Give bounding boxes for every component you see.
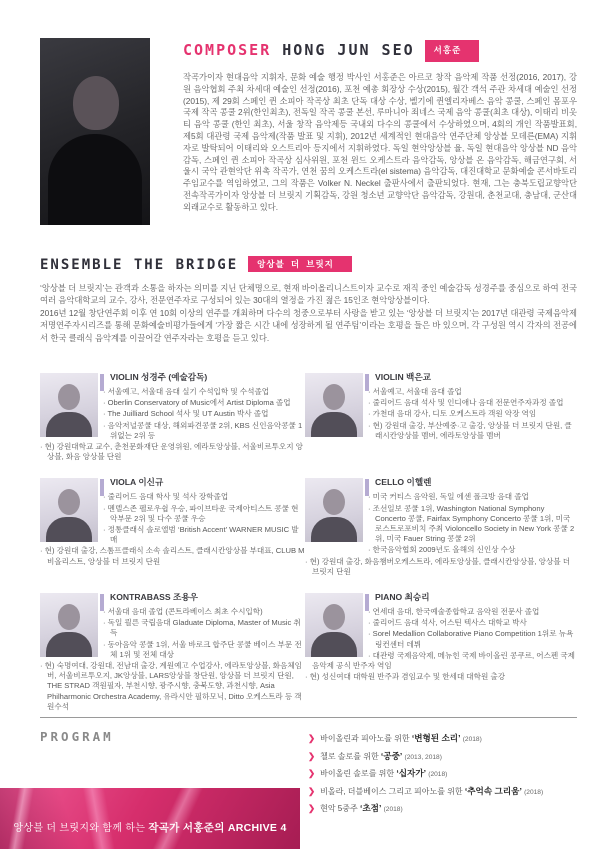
program-item xyxy=(308,786,600,798)
member-bullet: · 줄리어드 음대 학사 및 석사 장학졸업 xyxy=(40,492,305,502)
program-item-text: 바이올린 솔로를 위한 xyxy=(320,769,395,778)
banner-caption-bold: 작곡가 서홍준의 ARCHIVE 4 xyxy=(148,822,287,834)
program-item-text: 현악 5중주 xyxy=(320,804,358,813)
member-photo-silhouette-body xyxy=(311,632,357,657)
member-accent-bar xyxy=(365,479,369,496)
arrow-right-icon: ❯ xyxy=(308,768,316,778)
member-name-text: 최승리 xyxy=(404,591,430,602)
program-item xyxy=(308,768,600,780)
arrow-right-icon: ❯ xyxy=(308,785,316,796)
member-bullet: · 연세대 음대, 한국예술종합학교 음악원 전문사 졸업 xyxy=(305,607,577,617)
composer-photo-silhouette xyxy=(73,76,119,130)
program-item xyxy=(308,803,600,815)
member-bullet: · 정통클래식 솔로앨범 ‘British Accent’ WARNER MUSIC 발매 xyxy=(40,525,305,545)
ensemble-intro-2: 2016년 12월 창단연주회 이후 연 10회 이상의 연주를 개최하며 다수의 청중으로부터 사랑을 받고 있는 ‘앙상블 더 브릿지’는 2017년 대관령 국제음악제 저명연주자시리즈를 통해 문화예술비평가들에게 ‘가장 짧은 시간 내에 성장하게 될 연주팀’이라는 호평을 들은 바 있으며, 각 구성원 역시 각자의 전공에서 한국 클래식 음악계를 이끌어갈 연주자라는 호평을 듣고 있다. xyxy=(40,307,577,343)
member-bullet: · 줄리어드 음대 석사, 어스틴 텍사스 대학교 박사 xyxy=(305,618,577,628)
member-card-kontrabass xyxy=(40,591,305,713)
member-accent-bar xyxy=(365,594,369,611)
arrow-right-icon: ❯ xyxy=(308,733,316,743)
member-part: VIOLIN xyxy=(375,372,404,382)
program-item-year: (2018) xyxy=(428,771,448,778)
member-bullet: · 서울예고, 서울대 음대 실기 수석입학 및 수석졸업 xyxy=(40,387,305,397)
member-card-viola xyxy=(40,476,305,567)
member-bullet: · Oberlin Conservatory of Music에서 Artist Diploma 졸업 xyxy=(40,398,305,408)
member-photo-silhouette xyxy=(323,384,345,410)
program-item-title: ‘추억속 그리움’ xyxy=(464,785,522,796)
program-list xyxy=(308,733,600,821)
member-photo-silhouette xyxy=(58,384,80,410)
program-item-text: 비올라, 더블베이스 그리고 피아노를 위한 xyxy=(320,786,463,796)
member-accent-bar xyxy=(100,479,104,496)
member-photo-silhouette xyxy=(58,489,80,515)
member-bullet: · 서울예고, 서울대 음대 졸업 xyxy=(305,387,577,397)
composer-name-badge: 서홍준 xyxy=(425,40,480,62)
member-name-text: 이신규 xyxy=(138,477,164,488)
member-photo-silhouette-body xyxy=(46,632,92,657)
member-card-cello xyxy=(305,476,577,578)
section-divider xyxy=(40,717,577,718)
member-bullet: · 음악저널콩쿨 대상, 해외파견콩쿨 2위, KBS 신인음악콩쿨 1위없는 2위 등 xyxy=(40,421,305,441)
member-name-text: 백은교 xyxy=(406,372,431,382)
program-item-year: (2018) xyxy=(524,788,544,796)
ensemble-heading xyxy=(40,256,577,273)
program-item-title: ‘십자가’ xyxy=(396,768,427,778)
member-bullet: · 현) 강원대학교 교수, 춘천문화재단 운영위원, 에라토앙상블, 서울비르투오지 앙상블, 화음 앙상블 단원 xyxy=(40,442,305,462)
member-bullet: · 독일 쾰른 국립음대 Gladuate Diploma, Master of Music 취득 xyxy=(40,618,305,638)
member-bullet: · 현) 강원대 출강, 스톰프클래식 소속 솔리스트, 클래시칸앙상블 부대표, CLUB M 비올리스트, 앙상블 더 브릿지 단원 xyxy=(40,546,305,566)
member-photo-silhouette xyxy=(323,604,345,630)
member-bullet: · 현) 강원대 출강, 부산예중·고 출강, 앙상블 더 브릿지 단원, 클래시칸앙상블 멤버, 에라토앙상블 멤버 xyxy=(305,421,577,441)
program-item-title: ‘공중’ xyxy=(380,750,403,761)
member-bullet: · 멘델스존 펠로우쉽 우승, 파이브타운 국제아티스트 콩쿨 현악부문 2위 및 다수 콩쿨 우승 xyxy=(40,504,305,524)
member-name-text: 성경주 (예술감독) xyxy=(141,372,208,382)
member-photo-silhouette xyxy=(323,489,345,515)
ensemble-intro-1: ‘앙상블 더 브릿지’는 관객과 소통을 하자는 의미를 지닌 단체명으로, 현재 바이올리니스트이자 교수로 재직 중인 예술감독 성경주를 중심으로 하여 전국 여러 음악대학교의 교수, 강사, 전문연주자로 구성되어 있는 30대의 열정을 가진 젊은 15인조 현악앙상블이다. xyxy=(40,283,577,306)
member-bullet: · 동아음악 콩쿨 1위, 서울 바로크 합주단 콩쿨 베이스 부문 전체 1위 및 전체 대상 xyxy=(40,640,305,660)
member-part: PIANO xyxy=(375,591,403,602)
member-photo xyxy=(305,593,363,657)
program-item-year: (2018) xyxy=(383,806,403,813)
members-grid xyxy=(40,371,577,715)
concert-banner-image xyxy=(0,788,300,849)
arrow-right-icon: ❯ xyxy=(308,803,316,813)
banner-caption xyxy=(0,819,300,835)
member-name-text: 조용우 xyxy=(173,591,198,602)
composer-body xyxy=(183,38,577,225)
member-bullet: · 현) 강원대 출강, 화음챔버오케스트라, 에라토앙상블, 클래시칸앙상블, 앙상블 더 브릿지 단원 xyxy=(305,557,577,577)
member-part: VIOLA xyxy=(110,477,136,488)
member-card-piano xyxy=(305,591,577,683)
program-item-text: 첼로 솔로를 위한 xyxy=(320,751,379,761)
member-bullet: · 줄리어드 음대 석사 및 인디애나 음대 전문연주자과정 졸업 xyxy=(305,398,577,408)
member-photo xyxy=(40,593,98,657)
member-part: VIOLIN xyxy=(110,372,139,382)
program-item-year: (2018) xyxy=(462,736,482,743)
member-name-text: 이헬렌 xyxy=(406,477,432,488)
member-photo-silhouette xyxy=(58,604,80,630)
composer-section xyxy=(40,38,577,225)
composer-heading-name: HONG JUN SEO xyxy=(282,41,415,59)
composer-bio: 작곡가이자 현대음악 지휘자, 문화 예술 행정 박사인 서홍준은 아르코 창작 음악제 작품 선정(2016, 2017), 강원 음악협회 주최 차세대 예술인 선정(2016), 포천 예총 회장상 수상(2015), 월간 객석 주관 차세대 예술인 선정(2015), 제 29회 스페인 퀸 소피아 작곡상 최초 단독 대상 수상, 벨기에 퀸엘리자베스 음악 콩쿨, 스페인 몸포우 국제 작곡 콩쿨 2위(한인최초), 전독일 작곡 콩쿨 본선, 루마니아 죄네스 국제 음악 콩쿨(최초 대상), 이태리 비옷티 음악 콩쿨 (한인 최초), 서울 창작 음악제등 국내외 다수의 콩쿨에서 수상하였으며, 4회의 개인 작품발표회, 제5회 대관령 국제 음악제(작품 발표 및 지휘), 2012년 세계적인 현대음악 연주단체 앙상블 모데른(EMA) 지휘자로 발탁되어 이태리와 오스트리아 등지에서 지휘하였다. 독일 현악앙상블 율, 독일 현대음악 앙상블 ND 음악감독, 스페인 퀸 소피아 작곡상 심사위원, 포천 윈드 오케스트라 음악감독, 앙상블 온 음악감독, 해금연구회, 서울시 국악 관현악단 위촉 작곡가, 연천 꿈의 오케스트라(el sistema) 음악감독, 대진대학교 문화예술 콘서바토리 주임교수를 역임하였고, 그의 작품은 Volker N. Neckel 출판사에서 출판되었다. 현재, 그는 충북도립교향악단 전속작곡가이자 앙상블 더 브릿지 기획감독, 강원 청소년 교향악단 음악감독, 강원대, 춘천교대, 충남대, 군산대 외래교수로 활동하고 있다. xyxy=(183,72,577,212)
member-part: CELLO xyxy=(375,477,405,488)
member-bullet: · 현) 숙명여대, 강원대, 전남대 출강, 계원예고 수업강사, 에라토앙상블, 화음체임버, 서울비르투오지, JK앙상블, LARS앙상블 창단원, 앙상블 더 브릿지 단원, THE STRAD 객원필자, 부천시향, 광주시향, 충북도향, 과천시향, Asia Philharmonic Orchestra Academy, 유라시안 필하모닉, Ditto 오케스트라 등 객원수석 xyxy=(40,661,305,712)
member-bullet: · 대관령 국제음악제, 메뉴힌 국제 바이올린 콩쿠르, 어스펜 국제음악제 공식 반주자 역임 xyxy=(305,651,577,671)
member-bullet: · 가천대 음대 강사, 디토 오케스트라 객원 악장 역임 xyxy=(305,409,577,419)
member-photo xyxy=(40,373,98,437)
ensemble-badge: 앙상블 더 브릿지 xyxy=(248,256,352,272)
program-item xyxy=(308,751,600,763)
program-item xyxy=(308,733,600,745)
member-photo-silhouette-body xyxy=(46,517,92,542)
program-heading: PROGRAM xyxy=(40,729,114,744)
member-accent-bar xyxy=(100,374,104,391)
member-photo-silhouette-body xyxy=(311,517,357,542)
member-bullet: · 현) 성신여대 대학원 반주과 겸임교수 및 한세대 대학원 출강 xyxy=(305,672,577,682)
member-bullet: · The Juilliard School 석사 및 UT Austin 박사 졸업 xyxy=(40,409,305,419)
member-bullet: · 미국 커티스 음악원, 독일 에센 폴크방 음대 졸업 xyxy=(305,492,577,502)
banner-caption-prefix: 앙상블 더 브릿지와 함께 하는 xyxy=(13,823,146,834)
member-photo-silhouette-body xyxy=(46,412,92,437)
member-card-violin-1 xyxy=(40,371,305,463)
composer-heading xyxy=(183,40,577,62)
program-item-year: (2013, 2018) xyxy=(404,753,442,761)
ensemble-heading-text: ENSEMBLE THE BRIDGE xyxy=(40,257,239,273)
member-part: KONTRABASS xyxy=(110,591,171,602)
composer-photo xyxy=(40,38,150,225)
member-accent-bar xyxy=(100,594,104,611)
member-photo xyxy=(305,373,363,437)
member-bullet: · Sorel Medallion Collaborative Piano Competition 1위로 뉴욕 링컨센터 데뷔 xyxy=(305,629,577,649)
ensemble-section xyxy=(40,256,577,344)
member-photo xyxy=(40,478,98,542)
member-bullet: · 조선일보 콩쿨 1위, Washington National Symphony Concerto 콩쿨, Fairfax Symphony Concerto 콩쿨 1위, 미국 로스트로포비치 주최 Violoncello Society in New York 콩쿨 2위, 미국 Fauer String 콩쿨 2위 xyxy=(305,504,577,545)
member-bullet: · 한국음악협회 2009년도 올해의 신인상 수상 xyxy=(305,545,577,555)
program-item-title: ‘초점’ xyxy=(359,803,382,813)
composer-heading-accent: COMPOSER xyxy=(183,41,272,59)
program-item-title: ‘변형된 소리’ xyxy=(411,733,461,743)
member-bullet: · 서울대 음대 졸업 (콘트라베이스 최초 수시입학) xyxy=(40,607,305,617)
member-photo xyxy=(305,478,363,542)
arrow-right-icon: ❯ xyxy=(308,750,316,761)
program-item-text: 바이올린과 피아노를 위한 xyxy=(320,734,410,743)
composer-photo-silhouette-body xyxy=(48,134,142,225)
member-card-violin-2 xyxy=(305,371,577,442)
member-accent-bar xyxy=(365,374,369,391)
member-photo-silhouette-body xyxy=(311,412,357,437)
